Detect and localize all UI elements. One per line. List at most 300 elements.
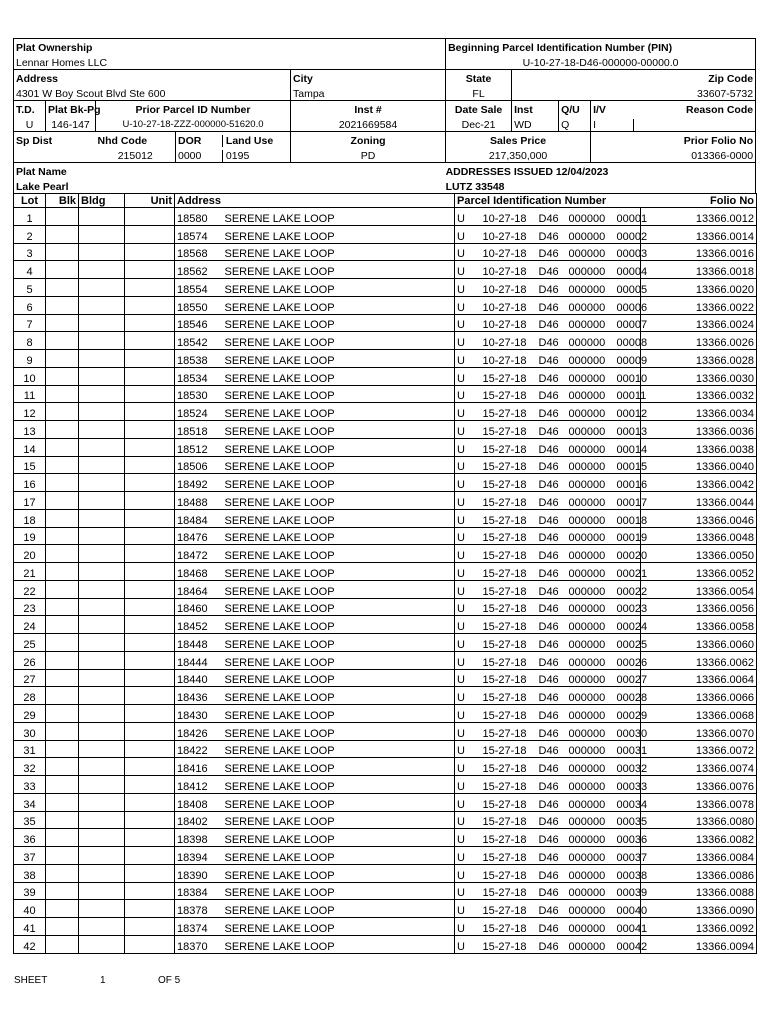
folio-number: 13366.0084 [641,847,757,865]
street-name: SERENE LAKE LOOP [223,616,455,634]
table-row [14,918,757,936]
pin-township: U [455,847,481,865]
unit-cell [125,900,175,918]
pin-parts [481,651,648,669]
pin-section: 15-27-18 [482,550,527,562]
folio-number: 13366.0028 [641,350,757,368]
pin-section: 15-27-18 [482,621,527,633]
street-name: SERENE LAKE LOOP [223,243,455,261]
pin-section: 15-27-18 [482,390,527,403]
table-row [14,634,757,652]
table-row [14,385,757,403]
pin-subdivision: D46 [538,425,559,438]
lot-number: 17 [14,492,46,510]
folio-number: 13366.0088 [641,882,757,900]
pin-block: 000000 [568,532,606,545]
house-number: 18390 [175,864,223,882]
blk-cell [46,580,79,598]
pin-section: 15-27-18 [482,922,527,935]
blk-cell [46,403,79,421]
pin-block: 000000 [568,834,606,846]
pin-township: U [455,722,481,740]
dor-label: DOR [178,135,223,147]
pin-subdivision: D46 [538,301,559,314]
house-number: 18464 [175,580,223,598]
house-number: 18472 [175,545,223,563]
plat-bk-pg-value: 146-147 [46,116,96,132]
bldg-cell [79,403,125,421]
street-name: SERENE LAKE LOOP [223,208,455,226]
pin-township: U [455,456,481,474]
table-row [14,669,757,687]
pin-parts [481,634,648,652]
bldg-cell [79,456,125,474]
pin-section: 15-27-18 [482,816,527,829]
table-row [14,811,757,829]
blk-cell [46,758,79,776]
blk-cell [46,598,79,616]
zip-label: Zip Code [708,73,754,85]
folio-number: 13366.0078 [641,793,757,811]
folio-number: 13366.0054 [641,580,757,598]
blk-cell [46,918,79,936]
pin-block: 000000 [568,337,606,349]
pin-block: 000000 [568,567,606,580]
folio-number: 13366.0072 [641,740,757,758]
unit-cell [125,456,175,474]
table-row [14,829,757,847]
pin-subdivision: D46 [538,337,559,349]
address-label: Address [14,70,291,86]
sales-price-value: 217,350,000 [446,147,591,163]
bldg-cell [79,705,125,723]
blk-cell [46,900,79,918]
lot-number: 11 [14,385,46,403]
blk-cell [46,740,79,758]
unit-cell [125,314,175,332]
pin-township: U [455,438,481,456]
pin-parts [481,722,648,740]
pin-township: U [455,545,481,563]
bldg-cell [79,882,125,900]
col-bldg: Bldg [79,194,125,208]
lot-number: 14 [14,438,46,456]
street-name: SERENE LAKE LOOP [223,864,455,882]
unit-cell [125,208,175,226]
pin-township: U [455,421,481,439]
blk-cell [46,367,79,385]
pin-parcel: 00034 [616,798,648,811]
pin-parcel: 00020 [616,550,648,562]
table-row [14,687,757,705]
pin-township: U [455,509,481,527]
pin-section: 15-27-18 [482,692,527,704]
unit-cell [125,758,175,776]
blk-cell [46,474,79,492]
unit-cell [125,421,175,439]
pin-township: U [455,740,481,758]
pin-section: 15-27-18 [482,887,527,900]
house-number: 18394 [175,847,223,865]
inst-number-label: Inst # [291,101,446,117]
pin-section: 15-27-18 [482,656,527,669]
table-row [14,225,757,243]
pin-parcel: 00010 [616,372,648,385]
table-row [14,935,757,953]
pin-parcel: 00002 [616,230,648,243]
pin-subdivision: D46 [538,851,559,864]
street-name: SERENE LAKE LOOP [223,367,455,385]
pin-parcel: 00026 [616,656,648,669]
bldg-cell [79,687,125,705]
plat-name-label: Plat Name [16,166,67,178]
bldg-cell [79,243,125,261]
pin-township: U [455,758,481,776]
plat-bk-pg-label: Plat Bk-Pg [46,101,96,117]
lots-body [14,208,757,954]
lot-number: 10 [14,367,46,385]
lot-number: 41 [14,918,46,936]
folio-number: 13366.0022 [641,296,757,314]
pin-township: U [455,580,481,598]
pin-section: 15-27-18 [482,674,527,687]
inst-value: WD [512,116,559,132]
folio-number: 13366.0058 [641,616,757,634]
header-table [13,38,756,193]
street-name: SERENE LAKE LOOP [223,403,455,421]
bldg-cell [79,847,125,865]
pin-parcel: 00024 [616,621,648,633]
pin-label: Beginning Parcel Identification Number (PIN) [448,42,673,54]
bldg-cell [79,385,125,403]
pin-section: 10-27-18 [482,266,527,278]
folio-number: 13366.0060 [641,634,757,652]
street-name: SERENE LAKE LOOP [223,882,455,900]
folio-number: 13366.0074 [641,758,757,776]
street-name: SERENE LAKE LOOP [223,296,455,314]
bldg-cell [79,776,125,794]
street-name: SERENE LAKE LOOP [223,279,455,297]
lot-number: 9 [14,350,46,368]
qu-value: Q [559,116,591,132]
pin-subdivision: D46 [538,656,559,669]
pin-parts [481,474,648,492]
pin-parts [481,935,648,953]
pin-township: U [455,492,481,510]
bldg-cell [79,758,125,776]
folio-number: 13366.0086 [641,864,757,882]
col-blk: Blk [46,194,79,208]
pin-block: 000000 [568,248,606,261]
lot-number: 35 [14,811,46,829]
pin-township: U [455,829,481,847]
bldg-cell [79,350,125,368]
land-use-label: Land Use [225,135,274,147]
blk-cell [46,509,79,527]
prior-parcel-value: U-10-27-18-ZZZ-000000-51620.0 [96,116,291,132]
bldg-cell [79,634,125,652]
pin-parts [481,616,648,634]
street-name: SERENE LAKE LOOP [223,598,455,616]
pin-parcel: 00038 [616,869,648,882]
pin-parcel: 00014 [616,443,648,456]
pin-section: 15-27-18 [482,479,527,491]
pin-block: 000000 [568,798,606,811]
folio-number: 13366.0048 [641,527,757,545]
lot-number: 39 [14,882,46,900]
pin-section: 15-27-18 [482,585,527,598]
pin-block: 000000 [568,905,606,917]
pin-section: 15-27-18 [482,869,527,882]
street-name: SERENE LAKE LOOP [223,740,455,758]
pin-parcel: 00011 [616,390,647,403]
pin-section: 15-27-18 [482,532,527,545]
pin-parcel: 00006 [616,301,648,314]
pin-section: 15-27-18 [482,443,527,456]
bldg-cell [79,598,125,616]
pin-subdivision: D46 [538,230,559,243]
pin-parts [481,456,648,474]
iv-value: I [593,119,634,131]
folio-number: 13366.0014 [641,225,757,243]
pin-parcel: 00025 [616,638,648,651]
pin-parcel: 00040 [616,905,648,917]
unit-cell [125,811,175,829]
house-number: 18476 [175,527,223,545]
addresses-issued: ADDRESSES ISSUED 12/04/2023 [445,166,609,178]
bldg-cell [79,935,125,953]
bldg-cell [79,492,125,510]
pin-section: 10-27-18 [482,337,527,349]
street-name: SERENE LAKE LOOP [223,456,455,474]
bldg-cell [79,722,125,740]
table-row [14,793,757,811]
pin-section: 15-27-18 [482,798,527,811]
house-number: 18488 [175,492,223,510]
unit-cell [125,492,175,510]
blk-cell [46,616,79,634]
pin-subdivision: D46 [538,674,559,687]
pin-block: 000000 [568,922,606,935]
unit-cell [125,740,175,758]
lot-number: 36 [14,829,46,847]
folio-number: 13366.0050 [641,545,757,563]
plat-ownership-value: Lennar Homes LLC [14,54,446,70]
pin-block: 000000 [568,727,606,740]
house-number: 18440 [175,669,223,687]
lot-number: 42 [14,935,46,953]
pin-parts [481,811,648,829]
blk-cell [46,651,79,669]
iv-label: I/V [593,104,606,116]
bldg-cell [79,563,125,581]
pin-block: 000000 [568,479,606,491]
pin-block: 000000 [568,514,606,527]
pin-subdivision: D46 [538,603,559,616]
table-row [14,882,757,900]
folio-number: 13366.0034 [641,403,757,421]
zip-value: 33607-5732 [512,85,756,101]
house-number: 18384 [175,882,223,900]
pin-parts [481,758,648,776]
pin-block: 000000 [568,461,606,474]
dor-landuse-label-cell [176,132,291,148]
column-header-row [14,194,757,208]
pin-subdivision: D46 [538,816,559,829]
house-number: 18530 [175,385,223,403]
dor-landuse-value-cell [176,147,291,163]
lot-number: 37 [14,847,46,865]
blk-cell [46,687,79,705]
folio-number: 13366.0026 [641,332,757,350]
folio-number: 13366.0056 [641,598,757,616]
pin-parts [481,740,648,758]
lot-number: 8 [14,332,46,350]
blk-cell [46,527,79,545]
table-row [14,456,757,474]
unit-cell [125,527,175,545]
table-row [14,776,757,794]
lot-number: 3 [14,243,46,261]
lot-number: 34 [14,793,46,811]
pin-block: 000000 [568,940,606,953]
folio-number: 13366.0080 [641,811,757,829]
sheet-total: OF 5 [158,975,181,986]
pin-section: 10-27-18 [482,212,527,225]
bldg-cell [79,864,125,882]
bldg-cell [79,225,125,243]
pin-section: 15-27-18 [482,567,527,580]
lot-number: 16 [14,474,46,492]
street-name: SERENE LAKE LOOP [223,580,455,598]
unit-cell [125,847,175,865]
blk-cell [46,935,79,953]
lot-number: 22 [14,580,46,598]
folio-number: 13366.0076 [641,776,757,794]
pin-township: U [455,598,481,616]
plat-name-value: Lake Pearl [16,181,69,193]
pin-subdivision: D46 [538,443,559,456]
pin-parts [481,829,648,847]
pin-subdivision: D46 [538,834,559,846]
iv-reason-cell [591,101,756,117]
pin-parcel: 00029 [616,709,648,722]
table-row [14,350,757,368]
folio-number: 13366.0012 [641,208,757,226]
lot-number: 20 [14,545,46,563]
pin-parcel: 00032 [616,763,648,775]
blk-cell [46,314,79,332]
sales-price-label: Sales Price [446,132,591,148]
pin-section: 10-27-18 [482,230,527,243]
sheet-number: 1 [100,975,106,986]
pin-parcel: 00035 [616,816,648,829]
street-name: SERENE LAKE LOOP [223,705,455,723]
blk-cell [46,793,79,811]
pin-township: U [455,864,481,882]
pin-block: 000000 [568,656,606,669]
bldg-cell [79,279,125,297]
street-name: SERENE LAKE LOOP [223,421,455,439]
pin-parcel: 00016 [616,479,648,491]
unit-cell [125,829,175,847]
pin-parts [481,492,648,510]
unit-cell [125,403,175,421]
pin-parts [481,847,648,865]
pin-subdivision: D46 [538,212,559,225]
blk-cell [46,492,79,510]
table-row [14,314,757,332]
pin-parts [481,314,648,332]
td-value: U [14,116,46,132]
col-pin: Parcel Identification Number [455,194,641,208]
pin-parts [481,438,648,456]
pin-township: U [455,314,481,332]
blk-cell [46,545,79,563]
pin-parts [481,687,648,705]
pin-section: 15-27-18 [482,461,527,474]
folio-number: 13366.0038 [641,438,757,456]
pin-parcel: 00007 [616,319,648,332]
pin-township: U [455,651,481,669]
blk-cell [46,279,79,297]
street-name: SERENE LAKE LOOP [223,350,455,368]
house-number: 18408 [175,793,223,811]
plat-sheet [13,38,756,954]
table-row [14,651,757,669]
unit-cell [125,563,175,581]
unit-cell [125,616,175,634]
pin-subdivision: D46 [538,248,559,261]
pin-section: 10-27-18 [482,248,527,261]
pin-township: U [455,243,481,261]
pin-township: U [455,208,481,226]
lot-number: 33 [14,776,46,794]
bldg-cell [79,332,125,350]
pin-subdivision: D46 [538,514,559,527]
blk-cell [46,208,79,226]
unit-cell [125,367,175,385]
pin-township: U [455,776,481,794]
plat-ownership-label: Plat Ownership [14,39,446,55]
pin-township: U [455,403,481,421]
table-row [14,563,757,581]
pin-township: U [455,935,481,953]
lot-number: 23 [14,598,46,616]
pin-parts [481,509,648,527]
pin-subdivision: D46 [538,798,559,811]
bldg-cell [79,829,125,847]
pin-parcel: 00023 [616,603,648,616]
pin-subdivision: D46 [538,354,559,367]
pin-parcel: 00018 [616,514,648,527]
folio-number: 13366.0094 [641,935,757,953]
house-number: 18574 [175,225,223,243]
pin-block: 000000 [568,869,606,882]
table-row [14,598,757,616]
folio-number: 13366.0062 [641,651,757,669]
pin-subdivision: D46 [538,869,559,882]
pin-section: 10-27-18 [482,283,527,296]
unit-cell [125,350,175,368]
table-row [14,332,757,350]
unit-cell [125,279,175,297]
house-number: 18452 [175,616,223,634]
house-number: 18542 [175,332,223,350]
pin-block: 000000 [568,674,606,687]
pin-parcel: 00003 [616,248,648,261]
pin-parcel: 00013 [616,425,648,438]
